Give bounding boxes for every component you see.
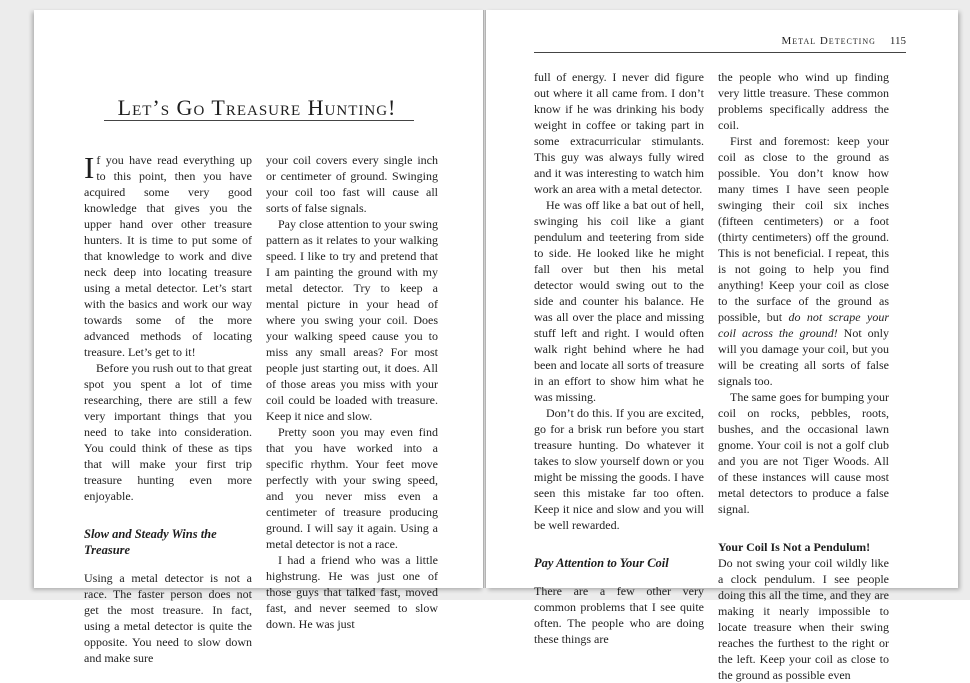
chapter-title-rule: [104, 120, 414, 121]
column-2: [266, 152, 438, 632]
column-1: [84, 152, 252, 666]
paragraph: Using a metal detector is not a race. The faster person does not get the most treasure. In fact, using a metal detector is quite the opposite. You need to slow down and make sure: [84, 571, 252, 665]
column-4: [718, 69, 889, 683]
paragraph: Pretty soon you may even find that you have worked into a specific rhythm. Your feet move perfectly with your swing speed, and you never miss even a centimeter of treasure producing ground. I will say it again. Using a metal detector is not a race.: [266, 425, 438, 551]
drop-cap: I: [84, 150, 95, 185]
paragraph: Don’t do this. If you are excited, go for a brisk run before you start treasure hunting. Do whatever it takes to slow yourself down or you might be missing the goods. I have seen this mistake far too often. Keep it nice and slow and you will be well rewarded.: [534, 406, 704, 532]
paragraph-text: f you have read everything up to this point, then you have acquired some very good knowledge that gives you the upper hand over other treasure hunters. It is time to put some of that knowledge to work and dive neck deep into locating treasure using a metal detector. Let’s start with the basics and work our way towards some of the more advanced methods of locating treasure. Let’s get to it!: [84, 153, 252, 359]
section-heading: Slow and Steady Wins the Treasure: [84, 527, 217, 557]
paragraph: [84, 152, 252, 360]
spacer: [534, 571, 704, 583]
section-heading: Pay Attention to Your Coil: [534, 556, 669, 570]
running-head: [534, 35, 906, 47]
paragraph: The same goes for bumping your coil on rocks, pebbles, roots, bushes, and the occasional lawn gnome. Your coil is not a golf club and you are not Tiger Woods. All of these instances will cause most metal detectors to produce a false signal.: [718, 390, 889, 516]
column-3: [534, 69, 704, 647]
paragraph: full of energy. I never did figure out where it all came from. I don’t know if he was drinking his body weight in coffee or taking part in some extracurricular stimulants. This guy was always fully wired and it was interesting to watch him work an area with a metal detector.: [534, 70, 704, 196]
spacer: [534, 533, 704, 555]
emphasis-text: do not scrape your coil across the ground!: [718, 310, 889, 340]
paragraph: He was off like a bat out of hell, swinging his coil like a giant pendulum and teetering from side to side. He looked like he might fall over but then his metal detector would swing out to the side and counter his balance. He was all over the place and missing stuff left and right. I would often walk right behind where he had been and locate all sorts of treasure in an effort to show him what he was missing.: [534, 198, 704, 404]
running-head-rule: [534, 52, 906, 53]
paragraph: I had a friend who was a little highstrung. He was just one of those guys that talked fast, moved fast, and never seemed to slow down. He was just: [266, 553, 438, 631]
paragraph: Pay close attention to your swing pattern as it relates to your walking speed. I like to try and pretend that I am painting the ground with my metal detector. Try to keep a mental picture in your head of where you swing your coil. Does your walking speed cause you to miss any small areas? For most people just starting out, it does. All of those areas you miss with your coil could be loaded with treasure. Keep it nice and slow.: [266, 217, 438, 423]
spacer: [718, 517, 889, 539]
paragraph-text: Not only will you damage your coil, but you will be creating all sorts of false signals too.: [718, 326, 889, 388]
running-head-section: Metal Detecting: [781, 35, 876, 47]
chapter-title: Let’s Go Treasure Hunting!: [117, 95, 397, 120]
paragraph: Before you rush out to that great spot you spent a lot of time researching, there are still a few very important things that you need to take into consideration. You could think of these as tips that will make your first trip treasure hunting even more enjoyable.: [84, 361, 252, 503]
spacer: [84, 558, 252, 570]
spacer: [84, 504, 252, 526]
subsection-heading: Your Coil Is Not a Pendulum!: [718, 540, 871, 554]
paragraph: [718, 133, 889, 389]
paragraph: There are a few other very common problems that I see quite often. The people who are doing these things are: [534, 584, 704, 646]
paragraph-text: First and foremost: keep your coil as close to the ground as possible. You don’t know how many times I have seen people swinging their coil six inches (fifteen centimeters) or a foot (thirty centimeters) off the ground. This is not beneficial. I repeat, this is not going to help you find anything! Keep your coil as close to the surface of the ground as possible, but: [718, 134, 889, 324]
paragraph: the people who wind up finding very little treasure. These common problems specifically address the coil.: [718, 70, 889, 132]
paragraph: your coil covers every single inch or centimeter of ground. Swinging your coil too fast will cause all sorts of false signals.: [266, 153, 438, 215]
paragraph: Do not swing your coil wildly like a clock pendulum. I see people doing this all the time, and they are making it nearly impossible to locate treasure when their swing reaches the furthest to the right or the left. Keep your coil as close to the ground as possible even: [718, 556, 889, 682]
page-number: 115: [889, 35, 906, 47]
